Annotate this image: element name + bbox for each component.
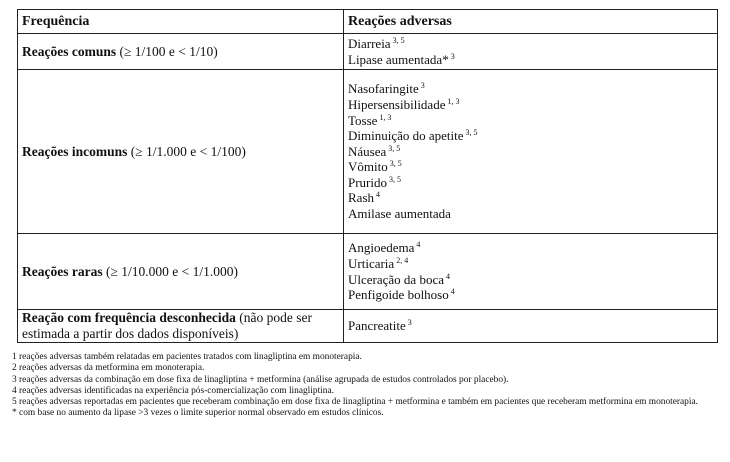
reaction-item <box>348 175 713 191</box>
reaction-name: Ulceração da boca <box>348 271 444 287</box>
reaction-name: Pancreatite <box>348 318 406 334</box>
reaction-item <box>348 128 713 144</box>
reaction-name: Nasofaringite <box>348 81 419 97</box>
reactions-cell <box>344 234 718 310</box>
footnote-4: 4 reações adversas identificadas na experiência pós-comercialização com linagliptina. <box>12 385 334 396</box>
reaction-name: Tosse <box>348 112 378 128</box>
reaction-item <box>348 81 713 97</box>
reaction-item <box>348 52 713 68</box>
reaction-item <box>348 97 713 113</box>
footnote-reference: 3, 5 <box>389 159 402 169</box>
footnote-reference: 1, 3 <box>447 96 460 106</box>
footnote-reference: 3 <box>420 81 425 91</box>
footnote-1: 1 reações adversas também relatadas em pacientes tratados com linagliptina em monoterapia. <box>12 352 362 362</box>
reaction-item <box>348 287 713 303</box>
reaction-item <box>348 159 713 175</box>
reaction-name: Lipase aumentada* <box>348 51 449 67</box>
footnote-reference: 3 <box>450 51 455 61</box>
header-frequency: Frequência <box>18 10 344 34</box>
footnote-reference: 4 <box>446 271 450 281</box>
footnote-reference: 4 <box>416 240 421 250</box>
reaction-item <box>348 144 713 160</box>
frequency-cell <box>18 310 344 343</box>
reaction-name: Vômito <box>348 159 388 175</box>
reaction-name: Amilase aumentada <box>348 206 451 222</box>
reaction-item <box>348 272 713 288</box>
frequency-range: (≥ 1/100 e < 1/10) <box>116 43 218 59</box>
frequency-label: Reações comuns <box>22 43 117 59</box>
footnote-reference: 3 <box>407 318 412 328</box>
reaction-item <box>348 190 713 206</box>
reaction-item <box>348 256 713 272</box>
footnote-reference: 3, 5 <box>465 128 478 138</box>
footnote-reference: 4 <box>450 287 455 297</box>
frequency-cell <box>18 70 344 234</box>
reactions-cell <box>344 70 718 234</box>
reaction-name: Náusea <box>348 143 387 159</box>
reaction-item <box>348 240 713 256</box>
reaction-name: Hipersensibilidade <box>348 96 446 112</box>
header-adverse-reactions: Reações adversas <box>344 10 718 34</box>
reaction-name: Prurido <box>348 174 387 190</box>
footnote-3: 3 reações adversas da combinação em dose fixa de linagliptina + metformina (análise agrupada de estudos controlados por placebo). <box>12 374 509 385</box>
footnote-reference: 4 <box>376 190 380 200</box>
reaction-name: Urticaria <box>348 255 395 271</box>
table-header-row <box>18 10 718 34</box>
footnote-reference: 2, 4 <box>396 255 409 265</box>
reaction-name: Diminuição do apetite <box>348 128 464 144</box>
frequency-range: (≥ 1/10.000 e < 1/1.000) <box>102 263 238 279</box>
frequency-label: Reação com frequência desconhecida <box>22 310 236 325</box>
footnote-asterisk: * com base no aumento da lipase >3 vezes o limite superior normal observado em estudos clínicos. <box>12 408 384 419</box>
frequency-range: (não pode ser estimada a partir dos dados disponíveis) <box>22 310 312 341</box>
table-row <box>18 70 718 234</box>
frequency-cell <box>18 234 344 310</box>
reaction-name: Angioedema <box>348 240 415 256</box>
footnote-reference: 3, 5 <box>389 174 401 184</box>
reactions-cell <box>344 310 718 343</box>
footnotes <box>12 352 718 420</box>
reaction-name: Rash <box>348 190 374 206</box>
reactions-cell <box>344 34 718 70</box>
table-row <box>18 34 718 70</box>
reaction-name: Penfigoide bolhoso <box>348 287 449 303</box>
footnote-reference: 3, 5 <box>392 35 405 45</box>
table-row <box>18 234 718 310</box>
reaction-item <box>348 206 713 222</box>
footnote-reference: 1, 3 <box>379 112 392 122</box>
frequency-cell <box>18 34 344 70</box>
frequency-range: (≥ 1/1.000 e < 1/100) <box>127 143 246 159</box>
frequency-label: Reações incomuns <box>22 143 128 159</box>
frequency-label: Reações raras <box>22 263 103 279</box>
footnote-5: 5 reações adversas reportadas em pacientes que receberam combinação em dose fixa de linagliptina + metformina e também em pacientes que receberam metformina em monoterapia. <box>12 397 698 408</box>
reaction-item <box>348 318 713 334</box>
footnote-2: 2 reações adversas da metformina em monoterapia. <box>12 363 205 374</box>
reaction-name: Diarreia <box>348 35 391 51</box>
reaction-item <box>348 113 713 129</box>
reaction-item <box>348 36 713 52</box>
table-row <box>18 310 718 343</box>
footnote-reference: 3, 5 <box>388 143 401 153</box>
adverse-reactions-table <box>17 9 718 343</box>
